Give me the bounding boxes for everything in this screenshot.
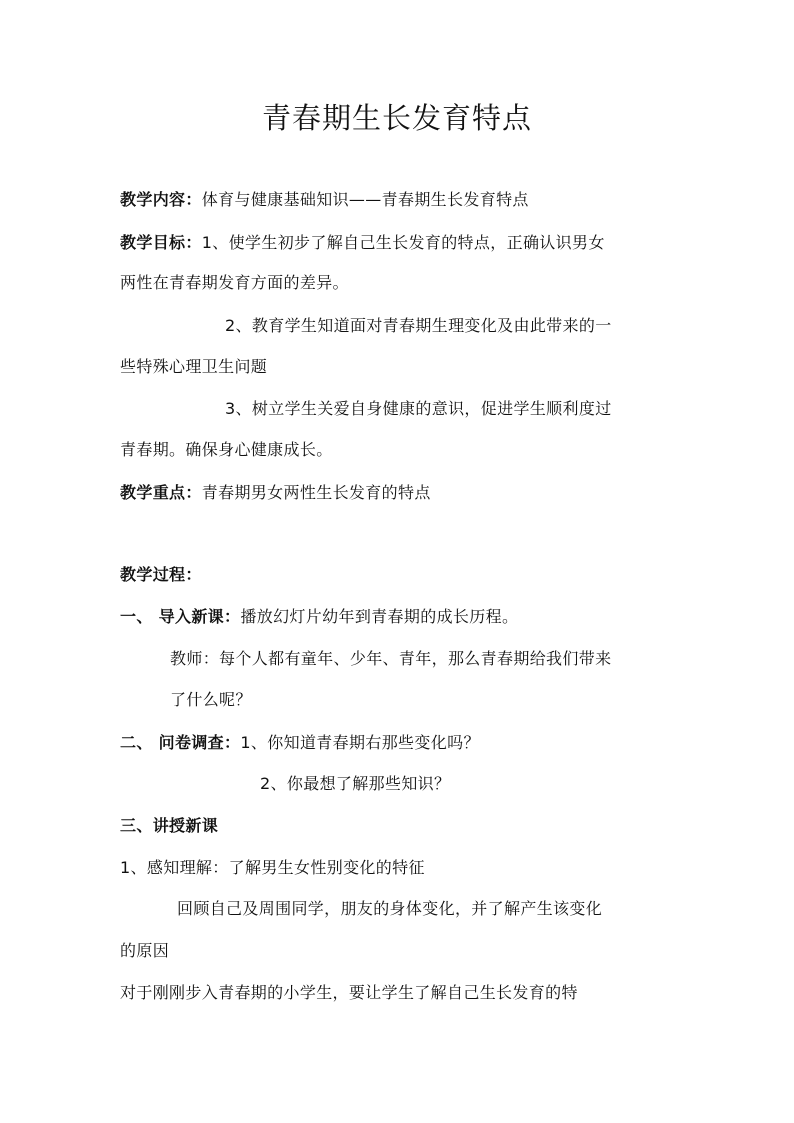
section-one-text: 播放幻灯片幼年到青春期的成长历程。 — [240, 607, 519, 626]
teaching-goal-text: 1、使学生初步了解自己生长发育的特点，正确认识男女 — [201, 233, 605, 252]
teaching-goal-three-text: 3、树立学生关爱自身健康的意识，促进学生顺利度过 — [225, 399, 612, 418]
document-title: 青春期生长发育特点 — [261, 101, 532, 135]
section-two-text: 1、你知道青春期右那些变化吗？ — [240, 733, 480, 752]
teaching-content-text: 体育与健康基础知识——青春期生长发育特点 — [201, 190, 529, 209]
teaching-goal-two-text: 2、教育学生知道面对青春期生理变化及由此带来的一 — [225, 316, 612, 335]
teaching-goal-label: 教学目标： — [120, 233, 202, 252]
teaching-goal-three-line — [225, 397, 612, 421]
section-one-line — [120, 605, 518, 629]
teacher-continuation — [170, 688, 252, 712]
survey-question-two-line — [260, 772, 450, 796]
teaching-goal-continuation — [120, 271, 349, 295]
section-two-line — [120, 731, 480, 755]
teaching-goal-three-continuation-text: 青春期。确保身心健康成长。 — [120, 440, 333, 459]
teaching-goal-continuation-text: 两性在青春期发育方面的差异。 — [120, 273, 349, 292]
review-line — [177, 897, 602, 921]
students-line — [120, 981, 578, 1005]
teaching-process-heading: 教学过程： — [120, 565, 202, 584]
perception-text: 1、感知理解：了解男生女性别变化的特征 — [120, 858, 425, 877]
teaching-goal-two-continuation — [120, 355, 267, 379]
students-text: 对于刚刚步入青春期的小学生，要让学生了解自己生长发育的特 — [120, 983, 578, 1002]
teaching-content-label: 教学内容： — [120, 190, 202, 209]
teaching-focus-line — [120, 481, 431, 505]
teaching-goal-line — [120, 231, 605, 255]
teaching-content-line — [120, 188, 529, 212]
teacher-text: 教师：每个人都有童年、少年、青年，那么青春期给我们带来 — [170, 649, 612, 668]
teaching-goal-two-continuation-text: 些特殊心理卫生问题 — [120, 357, 268, 376]
section-three-heading: 三、讲授新课 — [120, 816, 219, 835]
survey-question-two-text: 2、你最想了解那些知识？ — [260, 774, 451, 793]
teacher-line — [170, 647, 611, 671]
teaching-goal-two-line — [225, 314, 612, 338]
review-continuation — [120, 939, 169, 963]
perception-line — [120, 856, 425, 880]
review-text: 回顾自己及周围同学，朋友的身体变化，并了解产生该变化 — [177, 899, 603, 918]
teacher-continuation-text: 了什么呢？ — [170, 690, 252, 709]
teaching-focus-label: 教学重点： — [120, 483, 202, 502]
section-two-label: 二、 问卷调查： — [120, 733, 241, 752]
section-one-label: 一、 导入新课： — [120, 607, 241, 626]
review-continuation-text: 的原因 — [120, 941, 170, 960]
teaching-focus-text: 青春期男女两性生长发育的特点 — [201, 483, 431, 502]
teaching-goal-three-continuation — [120, 438, 333, 462]
